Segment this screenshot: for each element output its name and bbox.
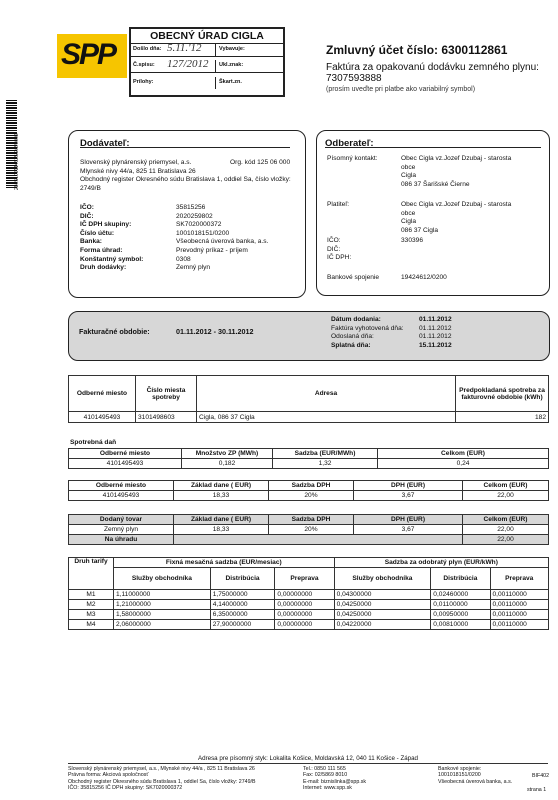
table-row: M1 1,11000000 1,75000000 0,00000000 0,04300000 0,02460000 0,00110000 <box>69 590 549 600</box>
spp-logo: SPP <box>57 34 127 78</box>
contract-account: Zmluvný účet číslo: 6300112861 <box>326 43 508 57</box>
footer-address: Adresa pre písomný styk: Lokalita Košice, Moldavská 12, 040 11 Košice - Západ <box>198 755 418 762</box>
supplier-box <box>68 130 306 298</box>
supplier-name: Slovenský plynárenský priemysel, a.s. <box>80 159 192 166</box>
table-row: M4 2,06000000 27,90000000 0,00000000 0,04220000 0,00810000 0,00110000 <box>69 620 549 630</box>
stamp-row: Došlo dňa: 5.11.'12 Vybavuje: <box>131 44 283 57</box>
supplier-org-code: Org. kód 125 06 000 <box>230 159 291 166</box>
period-value: 01.11.2012 - 30.11.2012 <box>176 327 254 336</box>
customer-heading: Odberateľ: <box>325 138 374 149</box>
handwritten-date: 5.11.'12 <box>167 42 202 54</box>
table-row: 4101495493 0,182 1,32 0,24 <box>69 459 549 469</box>
footer-form-code: BIF402 <box>532 773 550 779</box>
amount-due-row: Na úhradu 22,00 <box>69 535 549 545</box>
delivered-goods-table: Dodaný tovar Základ dane ( EUR) Sadzba DPH DPH (EUR) Celkom (EUR) Zemný plyn 18,33 20% 3,67 22,00 Na úhradu 22,00 <box>68 514 549 545</box>
customer-written-contact: Obec Cigla vz.Jozef Dzubaj - starosta obce Cigla 086 37 Šarišské Čierne <box>401 155 512 188</box>
table-row: 4101495493 18,33 20% 3,67 22,00 <box>69 491 549 501</box>
consumption-points-table: Odberné miesto Číslo miesta spotreby Adresa Predpokladaná spotreba za fakturovné obdobie (kWh) 4101495493 3101498603 Cigla, 086 37 Cigla 182 <box>68 375 549 423</box>
footer-company: Slovenský plynárenský priemysel, a.s., Mlynské nivy 44/a , 825 11 Bratislava 26 Právna forma: Akciová spoločnosť Obchodný register Okresného súdu Bratislava 1, oddiel Sa, číslo vložky: 2749/B IČO: 35815256 IČ DPH skupiny: SK7020000372 <box>68 766 256 791</box>
billing-period-box <box>68 311 550 361</box>
footer-contact: Tel.: 0850 111 565 Fax: 02/5869 8010 E-mail: biznislinka@spp.sk Internet: www.spp.sk <box>303 766 367 791</box>
invoice-note: (prosím uveďte pri platbe ako variabilný symbol) <box>326 86 476 93</box>
supplier-heading: Dodávateľ: <box>80 138 130 149</box>
stamp-title: OBECNÝ ÚRAD CIGLA <box>131 29 283 44</box>
table-row: M3 1,58000000 6,35000000 0,00000000 0,04250000 0,00950000 0,00110000 <box>69 610 549 620</box>
registry-stamp <box>129 27 285 97</box>
stamp-row: Prílohy: Škart.zn. <box>131 77 283 89</box>
period-label: Fakturačné obdobie: <box>79 327 150 336</box>
customer-payer: Obec Cigla vz.Jozef Dzubaj - starosta obce Cigla 086 37 Cigla <box>401 201 512 234</box>
invoice-title: Faktúra za opakovanú dodávku zemného plynu: 7307593888 <box>326 62 539 84</box>
vat-table: Odberné miesto Základ dane ( EUR) Sadzba DPH DPH (EUR) Celkom (EUR) 4101495493 18,33 20% 3,67 22,00 <box>68 480 549 501</box>
tariff-table: Druh tarify Fixná mesačná sadzba (EUR/mesiac) Sadzba za odobratý plyn (EUR/kWh) Služby obchodníka Distribúcia Preprava Služby obchodníka Distribúcia Preprava M1 1,11000000 1,75000000 0,00000000 0,04300000 0,02460000 0,00110000 M2 1,21000000 4,14000000 0,00000000 0,04250000 0,01100000 0,00110000 M3 1,58000000 6,35000000 0,00000000 0,04250000 0,00950000 0,00110000 M4 2,06000000 27,90000000 0,00000000 0,04220000 0,00810000 0,00110000 <box>68 557 549 630</box>
supplier-fields: IČO: 35815256 DIČ: 2020259802 IČ DPH skupiny: SK7020000372 Číslo účtu: 1001018151/0200 Banka: Všeobecná úverová banka, a.s. Forma úhrad: Prevodný príkaz - príjem Konštantný symbol: 0308 Druh dodávky: Zemný plyn <box>80 204 269 272</box>
customer-ids: IČO: 330396 DIČ: IČ DPH: <box>327 237 424 262</box>
table-row: 4101495493 3101498603 Cigla, 086 37 Cigla 182 <box>69 412 549 423</box>
stamp-row: Č.spisu: 127/2012 Ukl.znak: <box>131 60 283 73</box>
customer-box: Odberateľ: Písomný kontakt: Obec Cigla vz.Jozef Dzubaj - starosta obce Cigla 086 37 Šarišské Čierne Platiteľ: Obec Cigla vz.Jozef Dzubaj - starosta obce Cigla 086 37 Cigla IČO: 330396 DIČ: IČ DPH: Bankové spojenie 19424612/0200 <box>316 130 550 296</box>
page-number: strana 1 <box>527 787 547 793</box>
handwritten-file-number: 127/2012 <box>167 58 209 70</box>
table-row: Zemný plyn 18,33 20% 3,67 22,00 <box>69 525 549 535</box>
excise-title: Spotrebná daň <box>70 439 117 446</box>
supplier-address: Mlynské nivy 44/a, 825 11 Bratislava 26 <box>80 167 196 175</box>
side-code: 2865100114625/2/2/0002 <box>14 133 20 190</box>
table-row: M2 1,21000000 4,14000000 0,00000000 0,04250000 0,01100000 0,00110000 <box>69 600 549 610</box>
period-dates: Dátum dodania: 01.11.2012 Faktúra vyhotovená dňa: 01.11.2012 Odoslaná dňa: 01.11.2012 Splatná dňa: 15.11.2012 <box>331 316 452 349</box>
supplier-register: Obchodný register Okresného súdu Bratislava 1, oddiel Sa, číslo vložky: 2749/B <box>80 176 291 192</box>
customer-bank: Bankové spojenie 19424612/0200 <box>327 274 447 281</box>
excise-table: Odberné miesto Množstvo ZP (MWh) Sadzba (EUR/MWh) Celkom (EUR) 4101495493 0,182 1,32 0,24 <box>68 448 549 469</box>
footer-bank: Bankové spojenie: 1001018151/0200 Všeobecná úverová banka, a.s. <box>438 766 513 785</box>
